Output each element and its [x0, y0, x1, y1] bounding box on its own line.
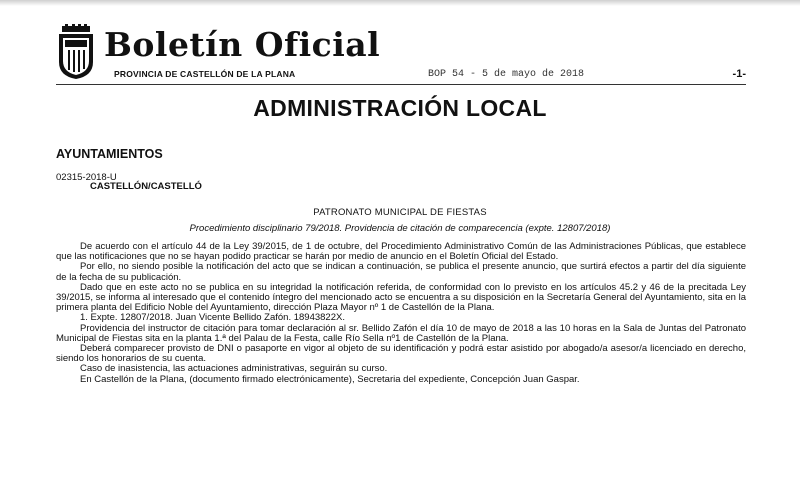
paragraph: De acuerdo con el artículo 44 de la Ley 39/2015, de 1 de octubre, del Procedimiento Administrativo Común de las Administraciones Públicas, que establece que las notificaciones que no se hayan podido practicar se harán por medio de anuncio en el Boletín Oficial del Estado.: [56, 241, 746, 263]
page-number: -1-: [732, 68, 746, 80]
paragraph: Deberá comparecer provisto de DNI o pasaporte en vigor al objeto de su identificación y podrá estar asistido por abogado/a asesor/a licenciado en derecho, siendo los honorarios de su cuenta.: [56, 343, 746, 365]
paragraph: Caso de inasistencia, las actuaciones administrativas, seguirán su curso.: [80, 363, 388, 375]
province-name: PROVINCIA DE CASTELLÓN DE LA PLANA: [114, 69, 296, 79]
paragraph: 1. Expte. 12807/2018. Juan Vicente Bellido Zafón. 18943822X.: [80, 312, 345, 324]
announcement-body: [56, 242, 746, 385]
header-divider: [56, 84, 746, 85]
paragraph: En Castellón de la Plana, (documento firmado electrónicamente), Secretaria del expediente, Concepción Juan Gaspar.: [80, 373, 580, 385]
paragraph: Por ello, no siendo posible la notificación del acto que se indican a continuación, se publica el presente anuncio, que surtirá efectos a partir del día siguiente de la fecha de su publicación.: [56, 261, 746, 283]
organism-name: PATRONATO MUNICIPAL DE FIESTAS: [313, 207, 487, 218]
section-title: ADMINISTRACIÓN LOCAL: [253, 95, 547, 121]
paragraph: Dado que en este acto no se publica en su integridad la notificación referida, de conformidad con lo previsto en los artículos 45.2 y 46 de la precitada Ley 39/2015, se informa al interesado que el contenido íntegro del mencionado acto se encuentra a su disposición en la Secretaría General del Ayuntamiento, sita en la primera planta del Edificio Noble del Ayuntamiento, dirección Plaza Mayor nº 1 de Castellón de la Plana.: [56, 281, 746, 314]
bulletin-title: Boletín Oficial: [104, 25, 381, 64]
coat-of-arms-icon: [56, 24, 96, 80]
paragraph: Providencia del instructor de citación para tomar declaración al sr. Bellido Zafón el día 10 de mayo de 2018 a las 10 horas en la Sala de Juntas del Patronato Municipal de Fiestas sita en la planta 1.ª del Palau de la Festa, calle Río Sella nº1 de Castellón de la Plana.: [56, 322, 746, 344]
window-top-edge: [0, 0, 800, 6]
subsection-title: AYUNTAMIENTOS: [56, 147, 163, 161]
bulletin-issue: BOP 54 - 5 de mayo de 2018: [428, 69, 585, 80]
procedure-title: Procedimiento disciplinario 79/2018. Providencia de citación de comparecencia (expte. 12807/2018): [189, 223, 611, 234]
bulletin-header: [56, 24, 746, 84]
city-name: CASTELLÓN/CASTELLÓ: [90, 181, 202, 192]
announcement-code: 02315-2018-U: [56, 172, 117, 183]
